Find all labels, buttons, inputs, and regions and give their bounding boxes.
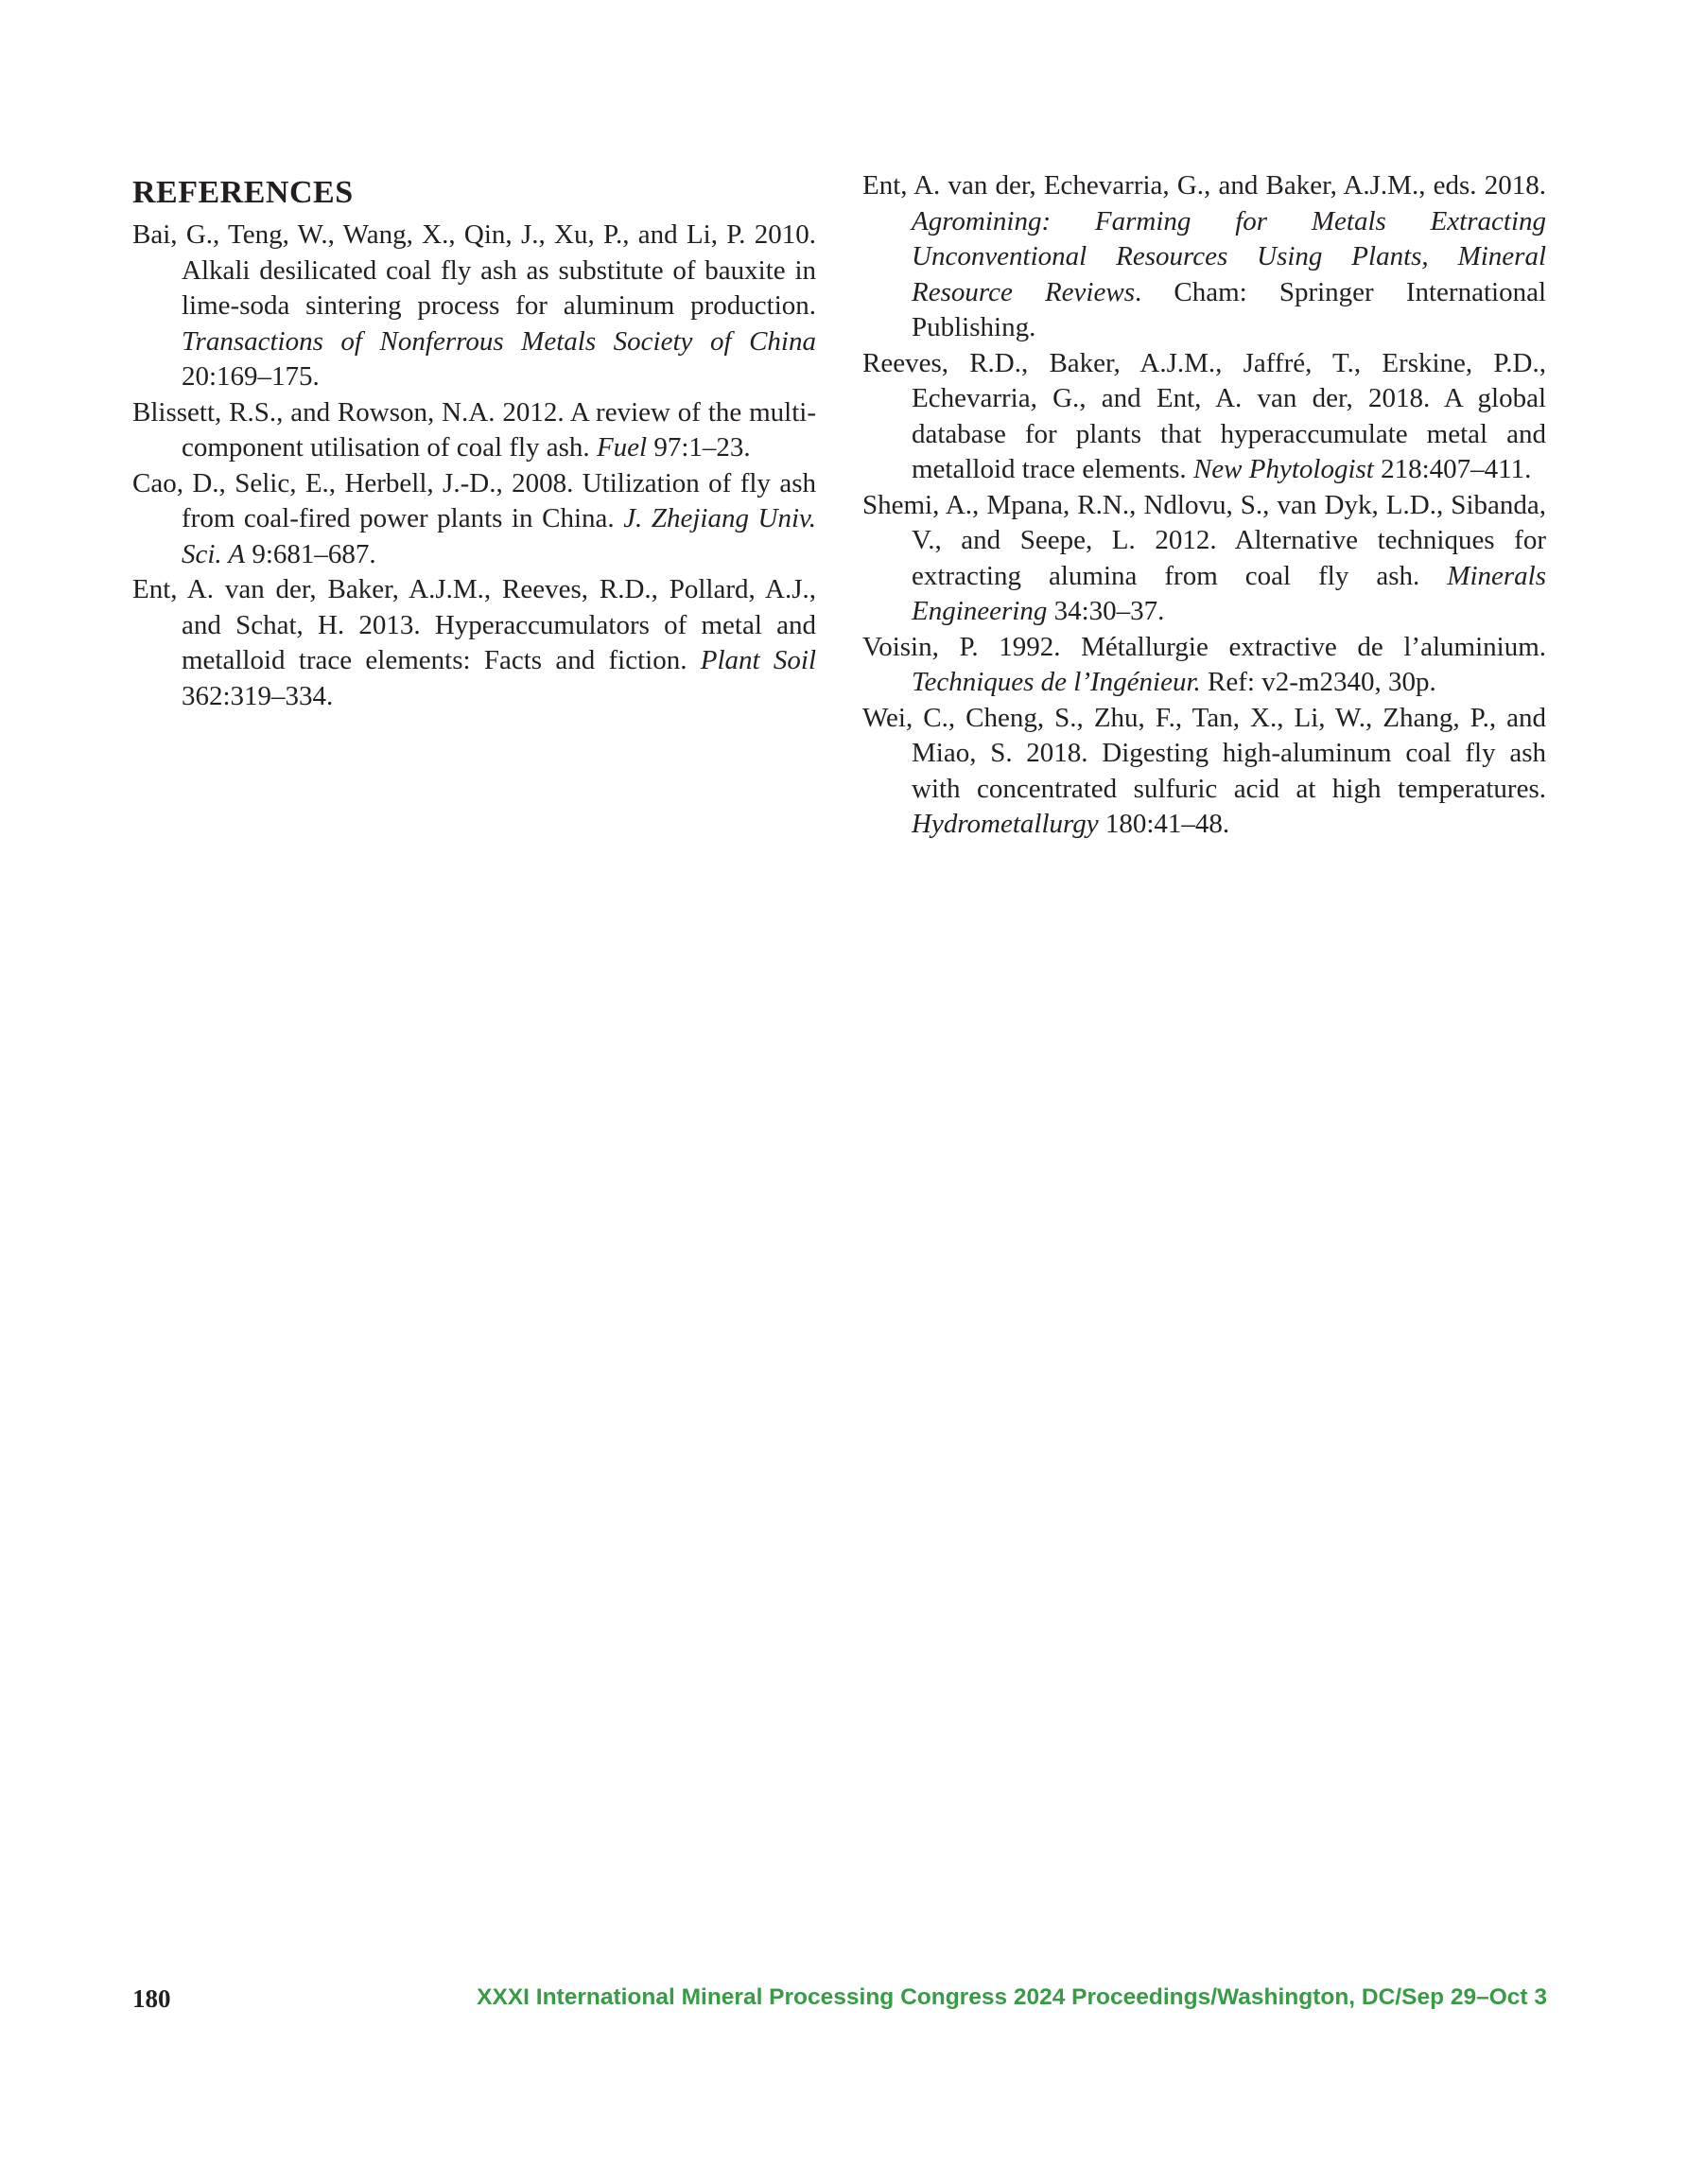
reference-text: Bai, G., Teng, W., Wang, X., Qin, J., Xu, P., and Li, P. 2010. Alkali desilicated coal fly ash as substitute of bauxite in lime-soda sintering process for aluminum production. — [132, 219, 816, 321]
reference-source: Plant Soil — [700, 645, 816, 675]
reference-entry — [862, 488, 1546, 630]
reference-text: Shemi, A., Mpana, R.N., Ndlovu, S., van Dyk, L.D., Sibanda, V., and Seepe, L. 2012. Alternative techniques for extracting alumina from coal fly ash. — [862, 489, 1546, 591]
reference-citation: Ref: v2-m2340, 30p. — [1200, 667, 1436, 697]
reference-text: Blissett, R.S., and Rowson, N.A. 2012. A review of the multi-component utilisation of coal fly ash. — [132, 396, 816, 463]
reference-text: Wei, C., Cheng, S., Zhu, F., Tan, X., Li, W., Zhang, P., and Miao, S. 2018. Digesting high-aluminum coal fly ash with concentrated sulfuric acid at high temperatures. — [862, 702, 1546, 804]
reference-text: Ent, A. van der, Baker, A.J.M., Reeves, R.D., Pollard, A.J., and Schat, H. 2013. Hyperaccumulators of metal and metalloid trace elements: Facts and fiction. — [132, 574, 816, 675]
reference-citation: 34:30–37. — [1047, 596, 1165, 626]
reference-citation: . Cham: Springer International Publishing. — [912, 276, 1547, 342]
reference-entry — [862, 701, 1546, 843]
reference-source: Hydrometallurgy — [912, 809, 1099, 839]
page-footer — [132, 1984, 1547, 2017]
references-column-left — [132, 168, 816, 714]
reference-entry — [132, 218, 816, 395]
reference-entry — [132, 395, 816, 466]
reference-source: Fuel — [596, 432, 648, 463]
reference-text: Cao, D., Selic, E., Herbell, J.-D., 2008. Utilization of fly ash from coal-fired power plants in China. — [132, 467, 816, 533]
reference-citation: 218:407–411. — [1373, 454, 1532, 484]
running-title: XXXI International Mineral Processing Congress 2024 Proceedings/Washington, DC/Sep 29–Oct 3 — [477, 1984, 1547, 2010]
page-number: 180 — [132, 1984, 171, 2013]
reference-citation: 97:1–23. — [647, 432, 751, 463]
reference-text: Reeves, R.D., Baker, A.J.M., Jaffré, T., Erskine, P.D., Echevarria, G., and Ent, A. van der, 2018. A global database for plants that hyperaccumulate metal and metalloid trace elements. — [862, 347, 1546, 484]
reference-entry — [132, 466, 816, 573]
reference-source: New Phytologist — [1192, 454, 1374, 484]
reference-citation: 180:41–48. — [1098, 809, 1230, 839]
references-column-right — [862, 168, 1546, 843]
reference-source: Transactions of Nonferrous Metals Society of China — [182, 325, 816, 357]
reference-source: Agromining: Farming for Metals Extracting Unconventional Resources Using Plants, Mineral Resource Reviews — [912, 205, 1546, 307]
reference-citation: 362:319–334. — [182, 680, 334, 711]
reference-text: Voisin, P. 1992. Métallurgie extractive de l’aluminium. — [862, 631, 1546, 662]
reference-source: J. Zhejiang Univ. Sci. A — [182, 503, 816, 569]
reference-entry — [862, 346, 1546, 488]
reference-source: Techniques de l’Ingénieur. — [912, 667, 1201, 697]
reference-citation: 20:169–175. — [182, 361, 320, 392]
references-heading: REFERENCES — [132, 175, 354, 210]
reference-entry — [862, 630, 1546, 701]
reference-entry — [132, 572, 816, 714]
reference-text: Ent, A. van der, Echevarria, G., and Baker, A.J.M., eds. 2018. — [862, 170, 1546, 201]
reference-entry — [862, 168, 1546, 346]
reference-source: Minerals Engineering — [912, 560, 1546, 626]
reference-citation: 9:681–687. — [245, 538, 376, 569]
